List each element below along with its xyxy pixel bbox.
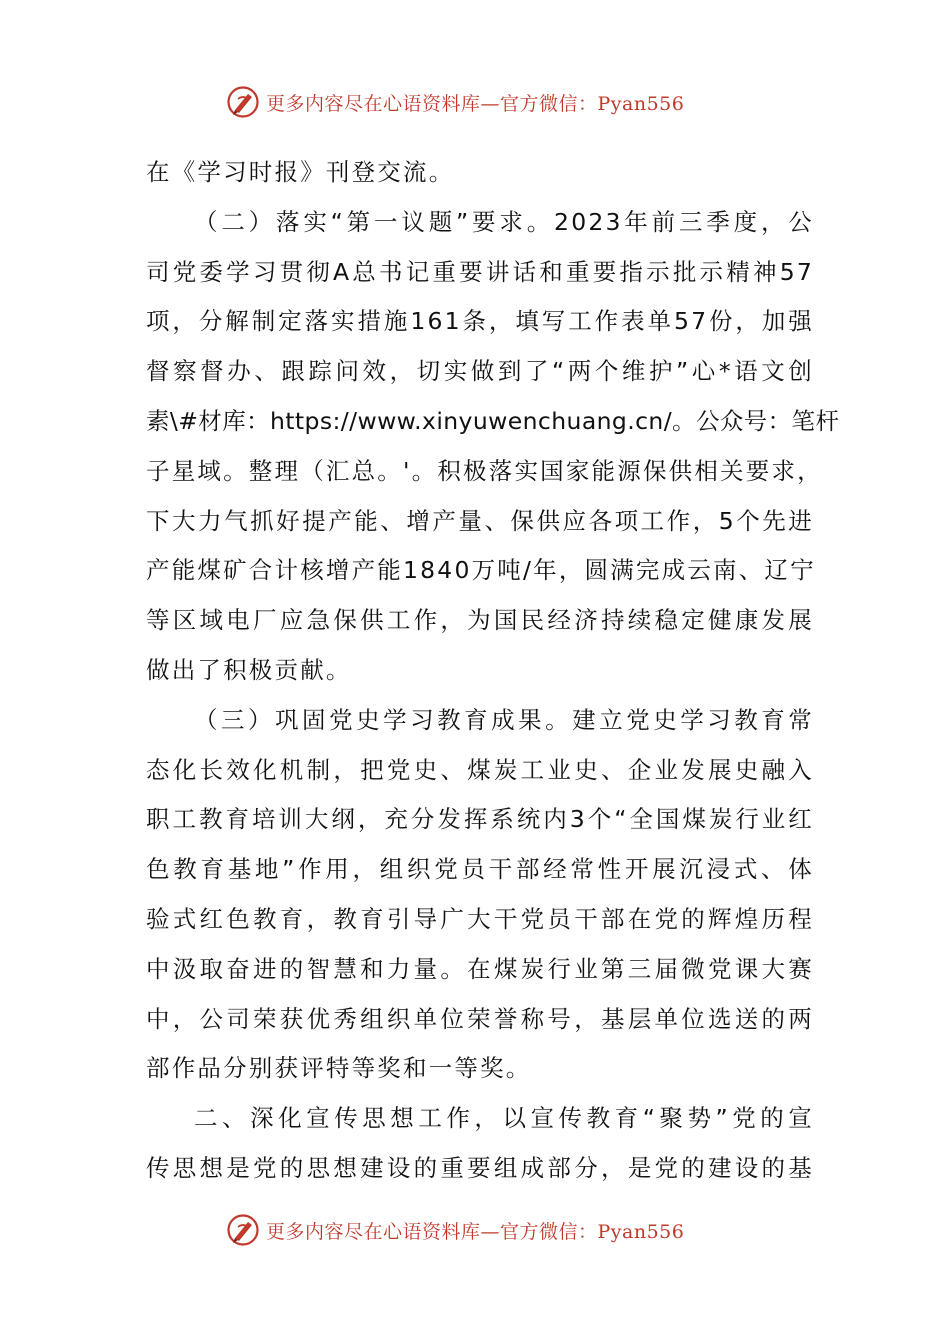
text-line: 产能煤矿合计核增产能1840万吨/年，圆满完成云南、辽宁 [146, 556, 816, 585]
text-line: 验式红色教育，教育引导广大干党员干部在党的辉煌历程 [146, 904, 814, 933]
text-line: 传思想是党的思想建设的重要组成部分，是党的建设的基 [146, 1153, 814, 1182]
text-line: 督察督办、跟踪问效，切实做到了“两个维护”心*语文创 [146, 357, 814, 386]
text-line: 中汲取奋进的智慧和力量。在煤炭行业第三届微党课大赛 [146, 954, 814, 983]
pen-logo-icon [226, 85, 260, 119]
text-line: 做出了积极贡献。 [146, 655, 352, 684]
text-line: 二、深化宣传思想工作，以宣传教育“聚势”党的宣 [194, 1104, 814, 1133]
pen-logo-icon [226, 1213, 260, 1247]
text-line: 中，公司荣获优秀组织单位荣誉称号，基层单位选送的两 [146, 1004, 814, 1033]
banner-text: 更多内容尽在心语资料库—官方微信：Pyan556 [266, 1220, 685, 1243]
text-line: 项，分解制定落实措施161条，填写工作表单57份，加强 [146, 307, 814, 336]
text-line: 司党委学习贯彻A总书记重要讲话和重要指示批示精神57 [146, 257, 814, 286]
text-line: 等区域电厂应急保供工作，为国民经济持续稳定健康发展 [146, 606, 814, 635]
footer-banner [226, 1212, 684, 1248]
text-line: （三）巩固党史学习教育成果。建立党史学习教育常 [194, 705, 814, 734]
text-line: 素\#材库：https://www.xinyuwenchuang.cn/。公众号：笔杆 [146, 406, 840, 435]
text-line: 职工教育培训大纲，充分发挥系统内3个“全国煤炭行业红 [146, 805, 814, 834]
text-line: 子星域。整理（汇总。'。积极落实国家能源保供相关要求， [146, 456, 823, 485]
text-line: 下大力气抓好提产能、增产量、保供应各项工作，5个先进 [146, 506, 814, 535]
text-line: 色教育基地”作用，组织党员干部经常性开展沉浸式、体 [146, 855, 814, 884]
text-line: 在《学习时报》刊登交流。 [146, 158, 455, 186]
document-body [146, 148, 840, 1194]
text-line: 部作品分别获评特等奖和一等奖。 [146, 1054, 532, 1083]
banner-text: 更多内容尽在心语资料库—官方微信：Pyan556 [266, 92, 685, 115]
text-line: （二）落实“第一议题”要求。2023年前三季度，公 [194, 207, 814, 236]
text-line: 态化长效化机制，把党史、煤炭工业史、企业发展史融入 [146, 755, 814, 784]
header-banner [226, 84, 684, 120]
